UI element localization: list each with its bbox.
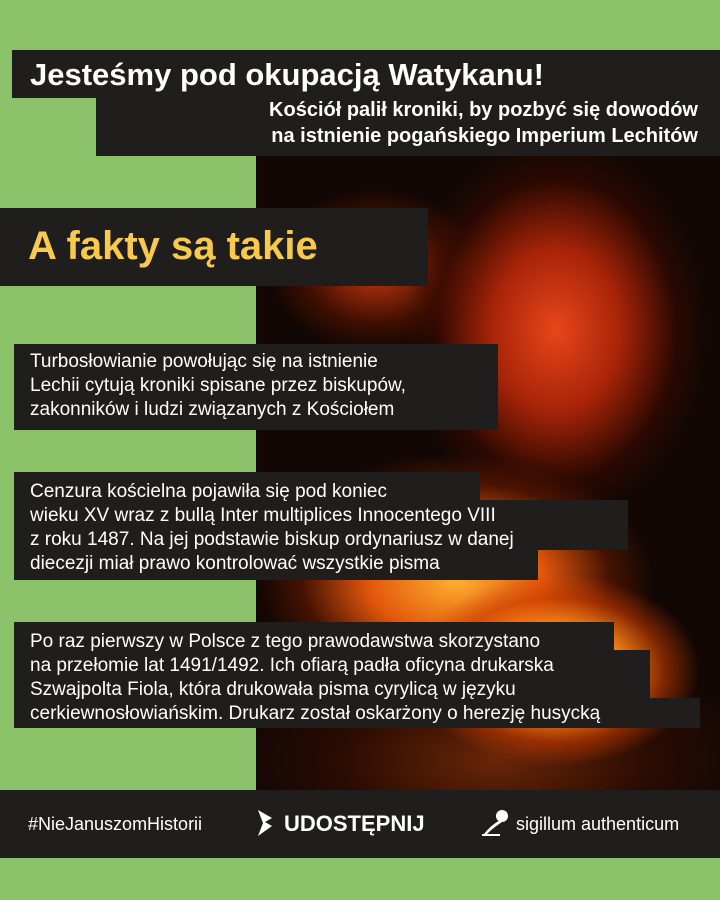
title-banner (12, 50, 720, 98)
share-icon (254, 825, 276, 842)
paragraph-line: wieku XV wraz z bullą Inter multiplices Innocentego VIII (30, 505, 496, 526)
paragraph-line: diecezji miał prawo kontrolować wszystkie pisma (30, 553, 440, 574)
section-heading: A fakty są takie (28, 224, 318, 268)
share-button[interactable] (254, 808, 425, 843)
paragraph-line: Po raz pierwszy w Polsce z tego prawodawstwa skorzystano (30, 631, 541, 652)
brand-logo (480, 808, 680, 843)
subtitle-banner (96, 96, 720, 156)
paragraph-line: Lechii cytują kroniki spisane przez biskupów, (30, 375, 406, 396)
hashtag-link[interactable]: #NieJanuszomHistorii (28, 814, 203, 834)
footer-bar (0, 790, 720, 858)
paragraph-line: na przełomie lat 1491/1492. Ich ofiarą padła oficyna drukarska (30, 655, 554, 676)
share-label: UDOSTĘPNIJ (284, 811, 425, 836)
paragraph-line: Turbosłowianie powołując się na istnienie (30, 351, 378, 372)
quill-seal-icon (480, 825, 512, 842)
heading-banner (0, 208, 428, 286)
paragraph-line: cerkiewnosłowiańskim. Drukarz został oskarżony o herezję husycką (30, 703, 601, 724)
paragraph-line: Szwajpolta Fiola, która drukowała pisma cyrylicą w języku (30, 679, 516, 700)
page-title: Jesteśmy pod okupacją Watykanu! (30, 57, 544, 92)
paragraph-line: z roku 1487. Na jej podstawie biskup ordynariusz w danej (30, 529, 514, 550)
brand-name: sigillum authenticum (516, 814, 680, 834)
paragraph-line: zakonników i ludzi związanych z Kościołem (30, 399, 395, 420)
subtitle-line-2: na istnienie pogańskiego Imperium Lechitów (271, 125, 698, 147)
subtitle-line-1: Kościół palił kroniki, by pozbyć się dowodów (269, 99, 698, 121)
paragraph-line: Cenzura kościelna pojawiła się pod koniec (30, 481, 387, 502)
